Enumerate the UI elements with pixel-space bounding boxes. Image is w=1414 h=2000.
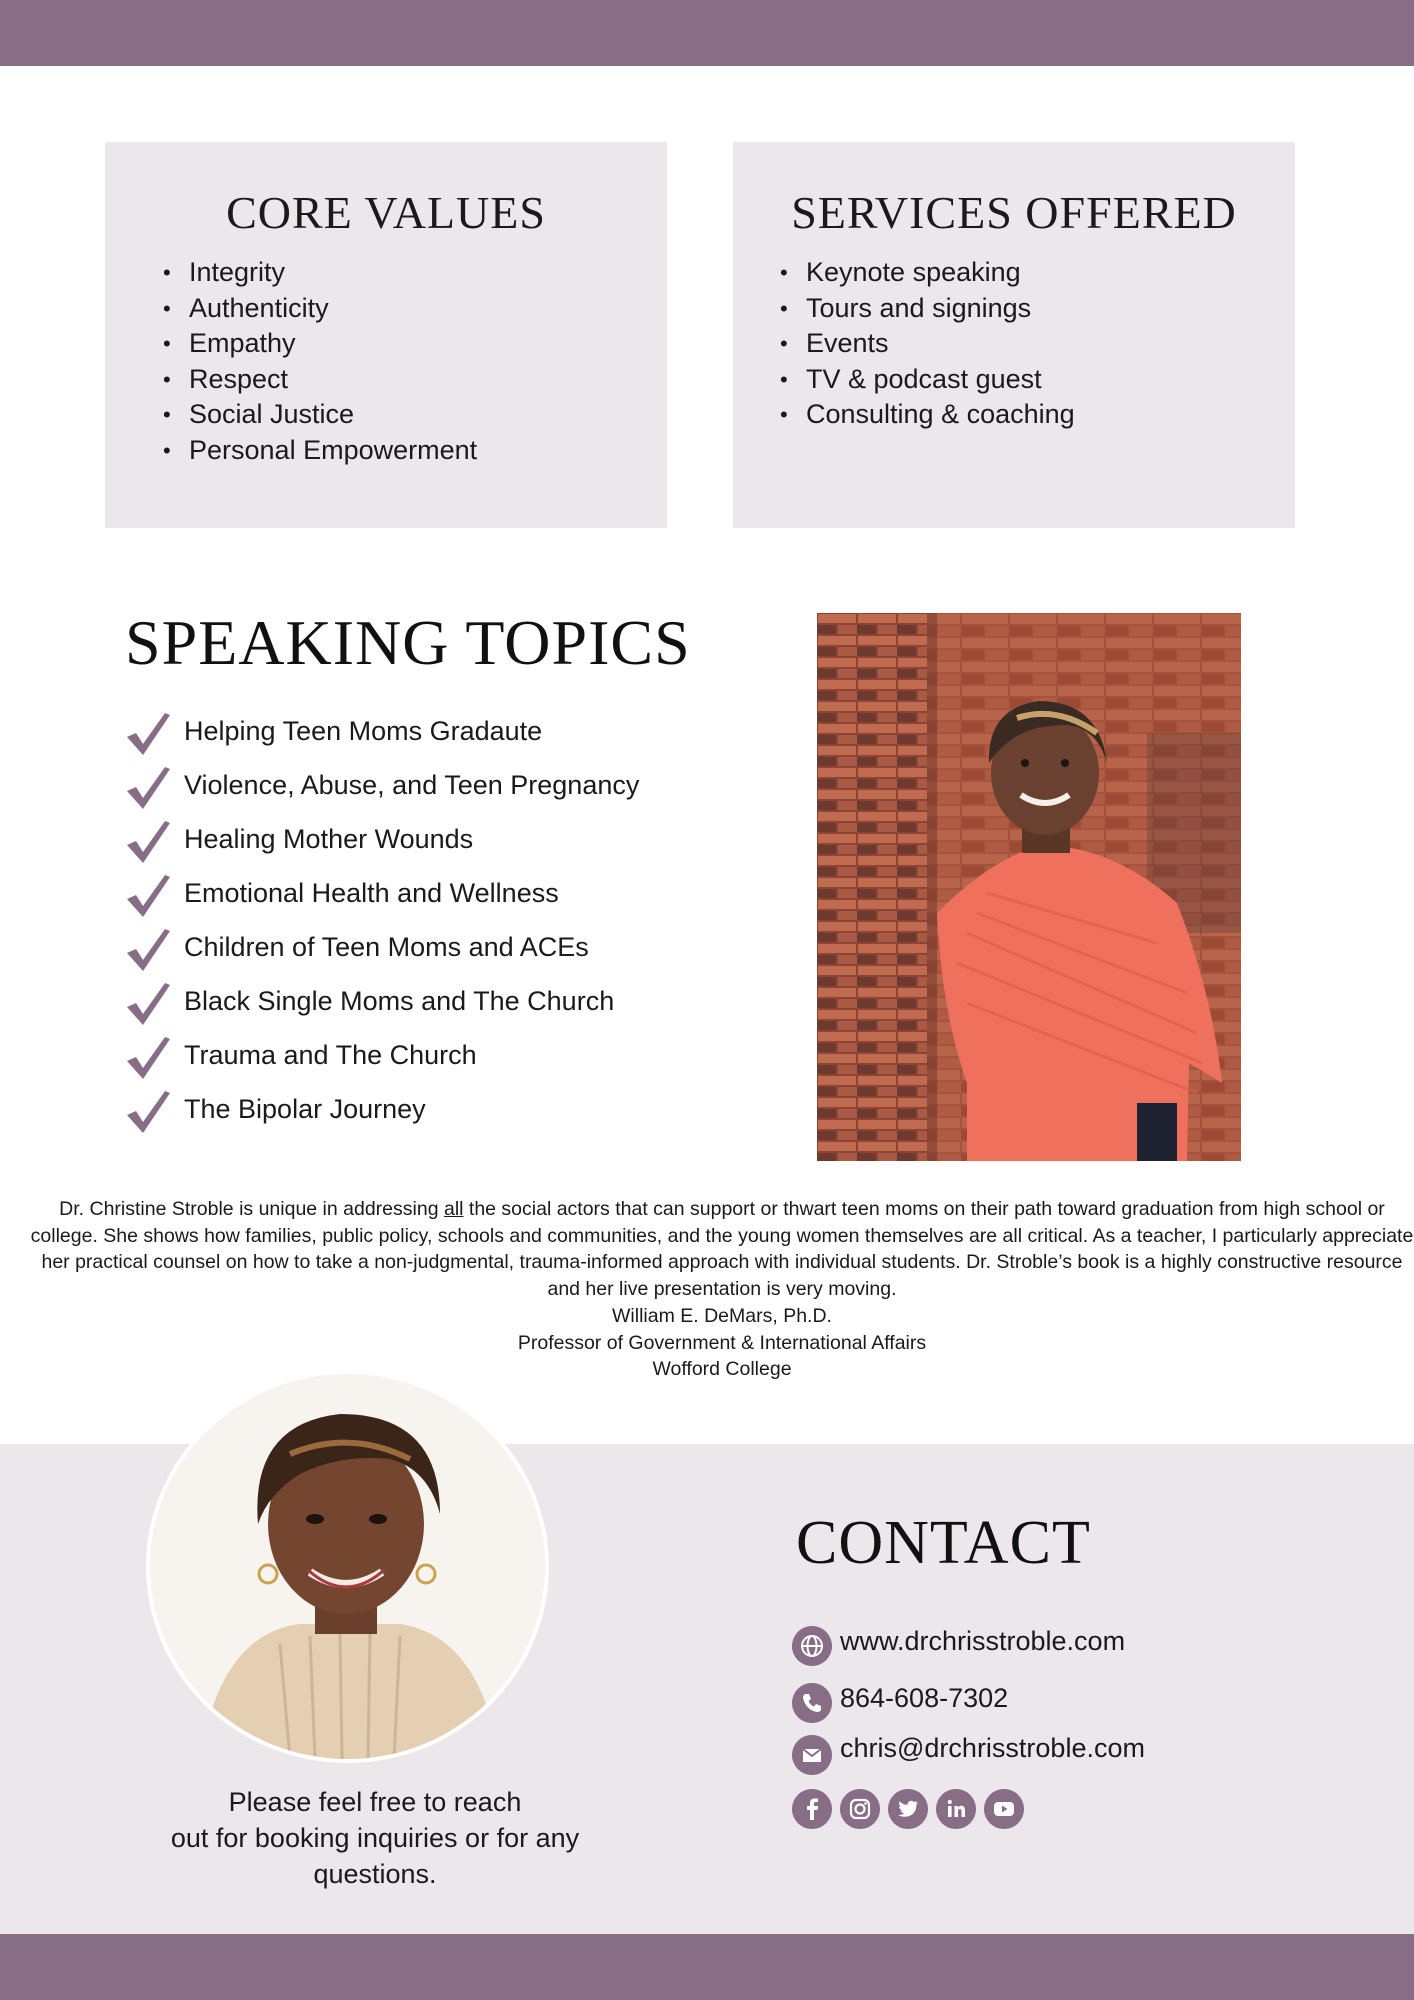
email-link[interactable]: chris@drchrisstroble.com bbox=[840, 1733, 1145, 1763]
testimonial-quote bbox=[30, 1196, 1414, 1303]
facebook-icon[interactable] bbox=[792, 1789, 832, 1829]
core-values-title: CORE VALUES bbox=[226, 187, 546, 238]
service-item: • Keynote speaking bbox=[806, 255, 1295, 291]
linkedin-icon[interactable] bbox=[936, 1789, 976, 1829]
service-item: • TV & podcast guest bbox=[806, 362, 1295, 398]
globe-icon bbox=[792, 1626, 832, 1666]
testimonial-author: William E. DeMars, Ph.D. bbox=[612, 1304, 832, 1327]
check-icon bbox=[124, 1034, 172, 1082]
check-icon bbox=[124, 926, 172, 974]
topic-label: Emotional Health and Wellness bbox=[184, 878, 559, 908]
instagram-icon[interactable] bbox=[840, 1789, 880, 1829]
website-link[interactable]: www.drchrisstroble.com bbox=[840, 1626, 1126, 1656]
check-icon bbox=[124, 872, 172, 920]
service-item: • Events bbox=[806, 326, 1295, 362]
contact-title: CONTACT bbox=[796, 1509, 1091, 1577]
core-values-panel bbox=[105, 142, 667, 528]
topic-label: Violence, Abuse, and Teen Pregnancy bbox=[184, 770, 640, 800]
service-item: • Consulting & coaching bbox=[806, 397, 1295, 433]
check-icon bbox=[124, 818, 172, 866]
quote-part: Dr. Christine Stroble is unique in addressing bbox=[59, 1198, 444, 1220]
core-value-item: • Social Justice bbox=[189, 397, 667, 433]
services-title: SERVICES OFFERED bbox=[791, 187, 1237, 238]
portrait-illustration bbox=[150, 1374, 545, 1759]
phone-icon bbox=[792, 1683, 832, 1723]
service-item: • Tours and signings bbox=[806, 291, 1295, 327]
speaker-photo bbox=[817, 613, 1241, 1161]
phone-number[interactable]: 864-608-7302 bbox=[840, 1683, 1009, 1713]
testimonial-block bbox=[30, 1196, 1414, 1383]
twitter-icon[interactable] bbox=[888, 1789, 928, 1829]
booking-invite bbox=[150, 1784, 600, 1892]
services-panel bbox=[733, 142, 1295, 528]
bottom-accent-band bbox=[0, 1934, 1414, 2000]
core-value-item: • Authenticity bbox=[189, 291, 667, 327]
check-icon bbox=[124, 1088, 172, 1136]
invite-line: questions. bbox=[313, 1859, 437, 1889]
youtube-icon[interactable] bbox=[984, 1789, 1024, 1829]
core-values-list bbox=[105, 255, 667, 468]
topic-label: Trauma and The Church bbox=[184, 1040, 477, 1070]
speaker-photo-illustration bbox=[817, 613, 1241, 1161]
invite-line: out for booking inquiries or for any bbox=[170, 1823, 580, 1853]
topic-label: Helping Teen Moms Gradaute bbox=[184, 716, 543, 746]
topic-label: Children of Teen Moms and ACEs bbox=[184, 932, 589, 962]
core-value-item: • Respect bbox=[189, 362, 667, 398]
quote-part: the social actors that can support or thwart teen moms on their path toward graduation from high school or college. She shows how families, public policy, schools and communities, and the young women themselves are all critical. As a teacher, I particularly appreciate her practical counsel on how to take a non-judgmental, trauma-informed approach with individual students. Dr. Stroble’s book is a highly constructive resource and her live presentation is very moving. bbox=[30, 1198, 1414, 1301]
core-value-item: • Empathy bbox=[189, 326, 667, 362]
invite-line: Please feel free to reach bbox=[228, 1787, 522, 1817]
topic-label: The Bipolar Journey bbox=[184, 1094, 426, 1124]
check-icon bbox=[124, 980, 172, 1028]
quote-emphasis: all bbox=[443, 1198, 464, 1220]
portrait-photo bbox=[146, 1370, 549, 1763]
speaking-topics-title: SPEAKING TOPICS bbox=[125, 607, 691, 678]
core-value-item: • Integrity bbox=[189, 255, 667, 291]
topic-label: Healing Mother Wounds bbox=[184, 824, 474, 854]
mail-icon bbox=[792, 1735, 832, 1775]
services-list bbox=[733, 255, 1295, 433]
topic-label: Black Single Moms and The Church bbox=[184, 986, 615, 1016]
check-icon bbox=[124, 764, 172, 812]
core-value-item: • Personal Empowerment bbox=[189, 433, 667, 469]
testimonial-institution: Wofford College bbox=[652, 1358, 792, 1381]
testimonial-role: Professor of Government & International Affairs bbox=[517, 1331, 927, 1354]
check-icon bbox=[124, 710, 172, 758]
top-accent-band bbox=[0, 0, 1414, 66]
